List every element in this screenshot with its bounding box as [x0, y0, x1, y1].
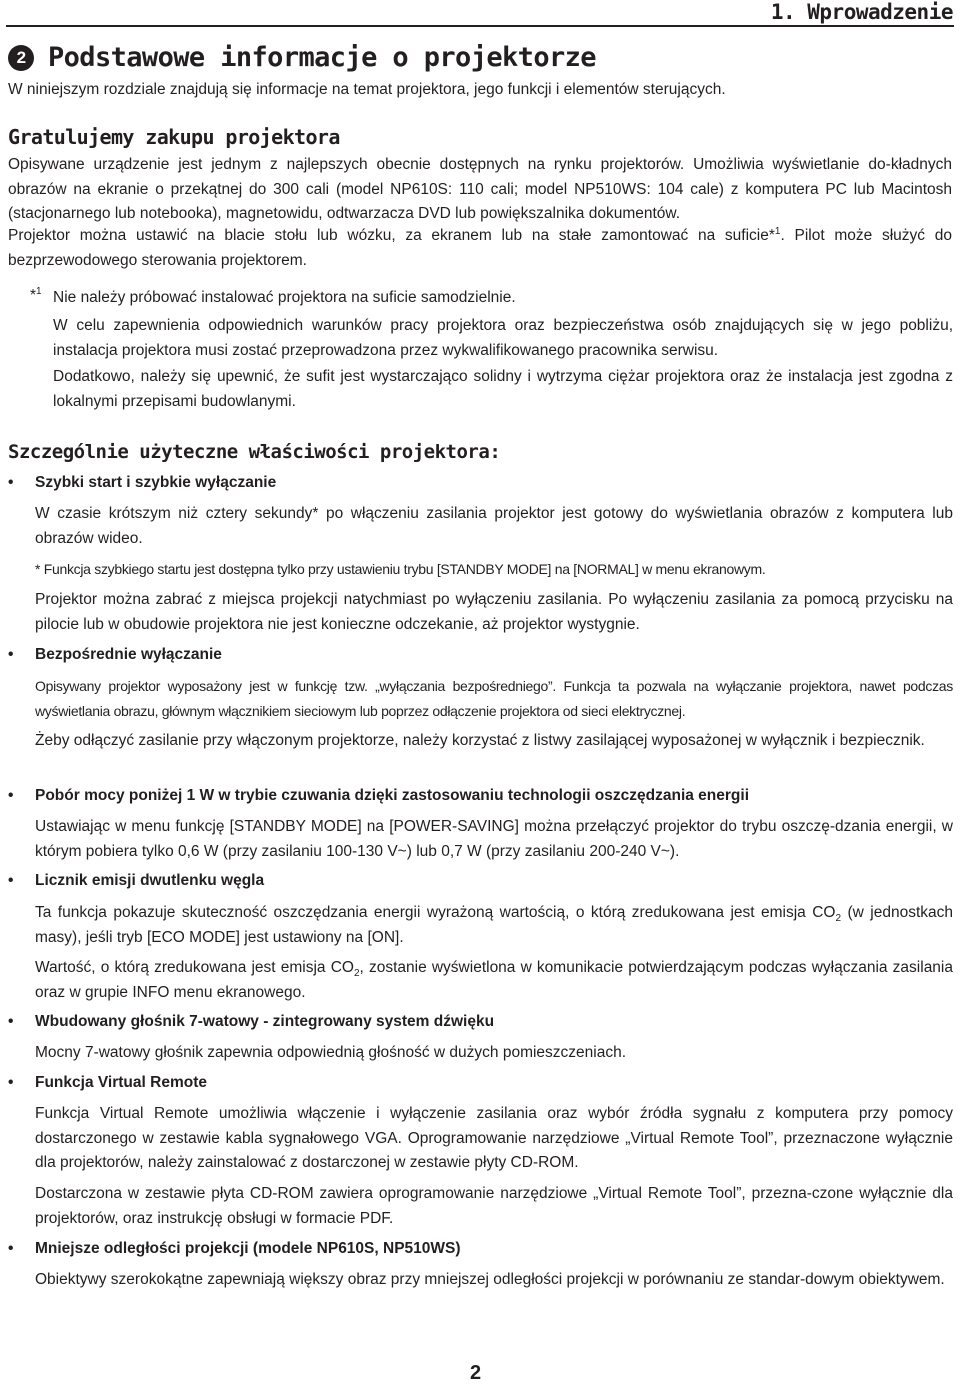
feature-quick-start-p2: Projektor można zabrać z miejsca projekcji natychmiast po wyłączeniu zasilania. Po wyłączeniu zasilania za pomocą przycisku na pilocie lub w obudowie projektora nie jest konieczne odczekanie, aż projektor wystygnie.: [35, 591, 953, 633]
congrats-p2-end: . Pilot może służyć do bezprzewodowego sterowania projektorem.: [8, 227, 952, 269]
feature-direct-off-p1: Opisywany projektor wyposażony jest w funkcję tzw. „wyłączania bezpośredniego”. Funkcja ta pozwala na wyłączanie projektora, nawet podczas wyświetlania obrazu, głównym włącznikiem sieciowym lub poprzez odłączenie projektora od sieci elektrycznej.: [35, 678, 953, 719]
congrats-p2-start: Projektor można ustawić na blacie stołu lub wózku, za ekranem lub na stałe zamontować na suficie*: [8, 227, 775, 244]
feature-quick-start-p1: W czasie krótszym niż cztery sekundy* po włączeniu zasilania projektor jest gotowy do wyświetlania obrazów z komputera lub obrazów wideo.: [35, 505, 953, 547]
section-number-badge: 2: [8, 45, 34, 71]
footnote-ref: 1: [774, 225, 781, 237]
carbon-p1-end: (w jednostkach masy), jeśli tryb [ECO MODE] jest ustawiony na [ON].: [35, 904, 953, 946]
feature-title-text: Wbudowany głośnik 7-watowy - zintegrowany system dźwięku: [35, 1013, 495, 1030]
feature-direct-off-p2: Żeby odłączyć zasilanie przy włączonym projektorze, należy korzystać z listwy zasilającej wyposażonej w wyłącznik i bezpiecznik.: [35, 732, 925, 749]
feature-title-text: Mniejsze odległości projekcji (modele NP610S, NP510WS): [35, 1240, 461, 1257]
feature-title-text: Szybki start i szybkie wyłączanie: [35, 474, 277, 491]
feature-carbon-meter-p1: [35, 901, 953, 950]
feature-title-virtual-remote: [8, 1072, 207, 1094]
footnote-line-2: W celu zapewnienia odpowiednich warunków pracy projektora oraz bezpieczeństwa osób znajdujących się w jego pobliżu, instalacja projektora musi zostać przeprowadzona przez wykwalifikowanego pracownika serwisu.: [53, 317, 953, 359]
bullet: •: [8, 474, 14, 491]
header-rule: [6, 25, 954, 27]
footnote-asterisk: *: [30, 287, 37, 304]
feature-title-speaker: [8, 1011, 494, 1033]
feature-title-text: Licznik emisji dwutlenku węgla: [35, 872, 265, 889]
footnote-number: 1: [36, 285, 42, 297]
feature-title-text: Pobór mocy poniżej 1 W w trybie czuwania dzięki zastosowaniu technologii oszczędzania energii: [35, 787, 749, 804]
bullet: •: [8, 1074, 14, 1091]
footnote-marker: [30, 286, 42, 306]
feature-virtual-remote-p1: Funkcja Virtual Remote umożliwia włączenie i wyłączenie zasilania oraz wybór źródła sygnału z komputera przy pomocy dostarczonego w zestawie kabla sygnałowego VGA. Oprogramowanie narzędziowe „Virtual Remote Tool”, przeznaczone wyłącznie dla projektorów, należy zainstalować z dostarczonej w zestawie płyty CD-ROM.: [35, 1105, 953, 1171]
page-number: 2: [470, 1362, 482, 1384]
features-heading: Szczególnie użyteczne właściwości projektora:: [8, 441, 501, 463]
bullet: •: [8, 1240, 14, 1257]
bullet: •: [8, 1013, 14, 1030]
congrats-heading: Gratulujemy zakupu projektora: [8, 125, 340, 149]
bullet: •: [8, 646, 14, 663]
congrats-paragraph-1: Opisywane urządzenie jest jednym z najlepszych obecnie dostępnych na rynku projektorów. Umożliwia wyświetlanie do-kładnych obrazów na ekranie o przekątnej do 300 cali (model NP610S: 110 cali; model NP510WS: 104 cale) z komputera PC lub Macintosh (stacjonarnego lub notebooka), magnetowidu, odtwarzacza DVD lub powiększalnika dokumentów.: [8, 156, 952, 222]
feature-quick-start-note: * Funkcja szybkiego startu jest dostępna tylko przy ustawieniu trybu [STANDBY MODE] na [NORMAL] w menu ekranowym.: [35, 561, 766, 577]
feature-title-carbon-meter: [8, 870, 264, 892]
feature-title-text: Bezpośrednie wyłączanie: [35, 646, 222, 663]
feature-short-throw-p1: Obiektywy szerokokątne zapewniają większy obraz przy mniejszej odległości projekcji w porównaniu ze standar-dowym obiektywem.: [35, 1271, 945, 1288]
feature-title-direct-off: [8, 644, 222, 666]
footnote-line-1: Nie należy próbować instalować projektora na suficie samodzielnie.: [53, 289, 516, 306]
co2-subscript: 2: [835, 913, 842, 925]
intro-text: W niniejszym rozdziale znajdują się informacje na temat projektora, jego funkcji i elementów sterujących.: [8, 81, 726, 98]
bullet: •: [8, 872, 14, 889]
feature-carbon-meter-p2: [35, 956, 953, 1005]
section-title-text: Podstawowe informacje o projektorze: [48, 42, 596, 73]
feature-title-text: Funkcja Virtual Remote: [35, 1074, 207, 1091]
carbon-p2-end: , zostanie wyświetlona w komunikacie potwierdzającym podczas wyłączania zasilania oraz w grupie INFO menu ekranowego.: [35, 959, 953, 1001]
feature-title-short-throw: [8, 1238, 461, 1260]
feature-virtual-remote-p2: Dostarczona w zestawie płyta CD-ROM zawiera oprogramowanie narzędziowe „Virtual Remote Tool”, przezna-czone wyłącznie dla projektorów, oraz instrukcję obsługi w formacie PDF.: [35, 1185, 953, 1227]
co2-subscript: 2: [353, 968, 360, 980]
footnote-line-3: Dodatkowo, należy się upewnić, że sufit jest wystarczająco solidny i wytrzyma ciężar projektora oraz że instalacja jest zgodna z lokalnymi przepisami budowlanymi.: [53, 368, 953, 410]
feature-standby-power-p1: Ustawiając w menu funkcję [STANDBY MODE] na [POWER-SAVING] można przełączyć projektor do trybu oszczę-dzania energii, w którym pobiera tylko 0,6 W (przy zasilaniu 100-130 V~) lub 0,7 W (przy zasilaniu 200-240 V~).: [35, 818, 953, 860]
feature-speaker-p1: Mocny 7-watowy głośnik zapewnia odpowiednią głośność w dużych pomieszczeniach.: [35, 1044, 627, 1061]
section-title: [8, 41, 596, 75]
bullet: •: [8, 787, 14, 804]
carbon-p2-start: Wartość, o którą zredukowana jest emisja CO: [35, 959, 354, 976]
congrats-paragraph-2: [8, 224, 952, 273]
feature-title-quick-start: [8, 472, 276, 494]
carbon-p1-start: Ta funkcja pokazuje skuteczność oszczędzania energii wyrażoną wartością, o którą zredukowana jest emisja CO: [35, 904, 836, 921]
chapter-header: 1. Wprowadzenie: [770, 0, 953, 24]
feature-title-standby-power: [8, 785, 749, 807]
